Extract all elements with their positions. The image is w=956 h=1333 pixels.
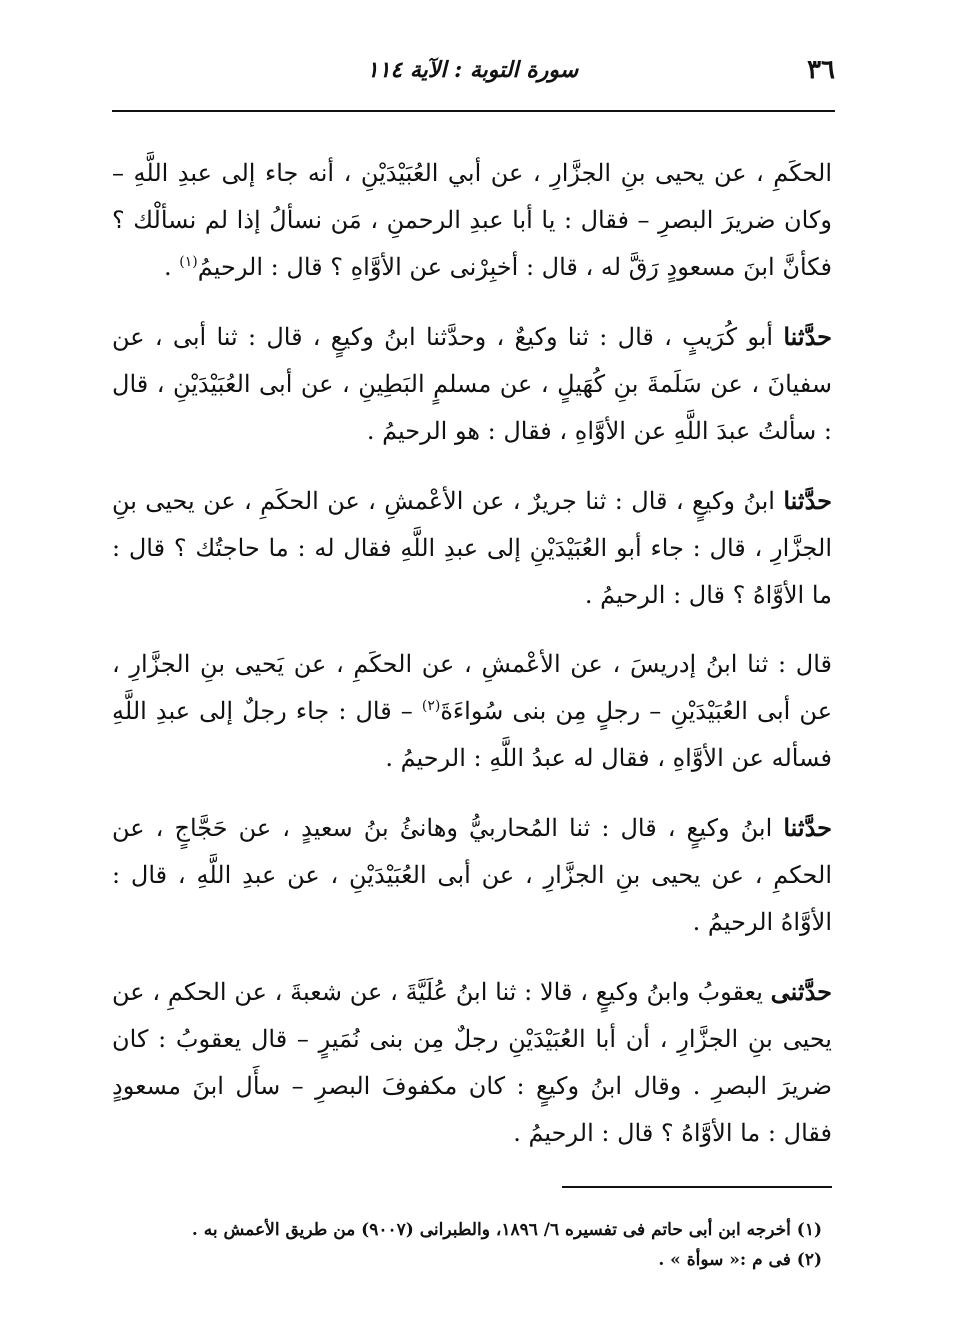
paragraph-text: ابنُ وكيعٍ ، قال : ثنا المُحاربيُّ وهانئُ بنُ سعيدٍ ، عن حَجَّاجٍ ، عن الحكمِ ، عن يحيى بنِ الجزَّارِ ، عن أبى العُبَيْدَيْنِ ، عن عبدِ اللَّهِ ، قال : الأوَّاهُ الرحيمُ . bbox=[112, 814, 832, 936]
footnote: (١) أخرجه ابن أبى حاتم فى تفسيره ٦/ ١٨٩٦، والطبرانى (٩٠٠٧) من طريق الأعمش به . bbox=[191, 1220, 822, 1240]
footnote-ref: (١) bbox=[179, 254, 198, 270]
paragraph bbox=[112, 150, 832, 291]
paragraph-tail: . bbox=[164, 253, 180, 281]
paragraph bbox=[112, 968, 832, 1157]
paragraph-lead: حدَّثنى bbox=[770, 977, 832, 1006]
paragraph-lead: حدَّثنا bbox=[783, 322, 832, 351]
paragraph-tail: – قال : جاء رجلٌ إلى عبدِ اللَّهِ فسأله عن الأوَّاهِ ، فقال له عبدُ اللَّهِ : الرحيمُ . bbox=[112, 697, 832, 772]
paragraph-lead: حدَّثنا bbox=[783, 486, 832, 515]
footnote-rule bbox=[562, 1186, 832, 1188]
paragraph-text: قال : ثنا ابنُ إدريسَ ، عن الأعْمشِ ، عن الحكَمِ ، عن يَحيى بنِ الجزَّارِ ، عن أبى العُبَيْدَيْنِ – رجلٍ مِن بنى سُواءَةَ bbox=[112, 650, 833, 725]
footnote-ref: (٢) bbox=[421, 698, 441, 714]
paragraph-text: الحكَمِ ، عن يحيى بنِ الجزَّارِ ، عن أبي العُبَيْدَيْنِ ، أنه جاء إلى عبدِ اللَّهِ – وكان ضريرَ البصرِ – فقال : يا أبا عبدِ الرحمنِ ، مَن نسألُ إذا لم نسألْك ؟ فكأنَّ ابنَ مسعودٍ رَقَّ له ، قال : أخبِرْنى عن الأوَّاهِ ؟ قال : الرحيمُ bbox=[112, 159, 832, 281]
body-text bbox=[112, 150, 832, 1179]
paragraph bbox=[112, 313, 832, 455]
header-rule bbox=[112, 110, 835, 112]
running-title: سورة التوبة : الآية ١١٤ bbox=[366, 57, 579, 83]
paragraph-text: يعقوبُ وابنُ وكيعٍ ، قالا : ثنا ابنُ عُلَيَّةَ ، عن شعبةَ ، عن الحكمِ ، عن يحيى بنِ الجزَّارِ ، أن أبا العُبَيْدَيْنِ رجلٌ مِن بنى نُمَيرٍ – قال يعقوبُ : كان ضريرَ البصرِ . وقال ابنُ وكيعٍ : كان مكفوفَ البصرِ – سأَل ابنَ مسعودٍ فقال : ما الأوَّاهُ ؟ قال : الرحيمُ . bbox=[112, 978, 832, 1147]
paragraph-text: أبو كُرَيبٍ ، قال : ثنا وكيعٌ ، وحدَّثنا ابنُ وكيعٍ ، قال : ثنا أبى ، عن سفيانَ ، عن سَلَمةَ بنِ كُهَيلٍ ، عن مسلمٍ البَطِينِ ، عن أبى العُبَيْدَيْنِ ، قال : سألتُ عبدَ اللَّهِ عن الأوَّاهِ ، فقال : هو الرحيمُ . bbox=[112, 323, 832, 445]
page-header bbox=[110, 55, 835, 95]
paragraph bbox=[112, 641, 832, 782]
paragraph-text: ابنُ وكيعٍ ، قال : ثنا جريرٌ ، عن الأعْمشِ ، عن الحكَمِ ، عن يحيى بنِ الجزَّارِ ، قال : جاء أبو العُبَيْدَيْنِ إلى عبدِ اللَّهِ فقال له : ما حاجتُك ؟ قال : ما الأوَّاهُ ؟ قال : الرحيمُ . bbox=[112, 487, 832, 609]
page-number: ٣٦ bbox=[807, 55, 835, 85]
footnote: (٢) فى م :« سوأة » . bbox=[658, 1250, 822, 1270]
paragraph bbox=[112, 477, 832, 619]
paragraph-lead: حدَّثنا bbox=[783, 813, 833, 842]
paragraph bbox=[112, 804, 832, 946]
footnotes bbox=[112, 1215, 822, 1275]
